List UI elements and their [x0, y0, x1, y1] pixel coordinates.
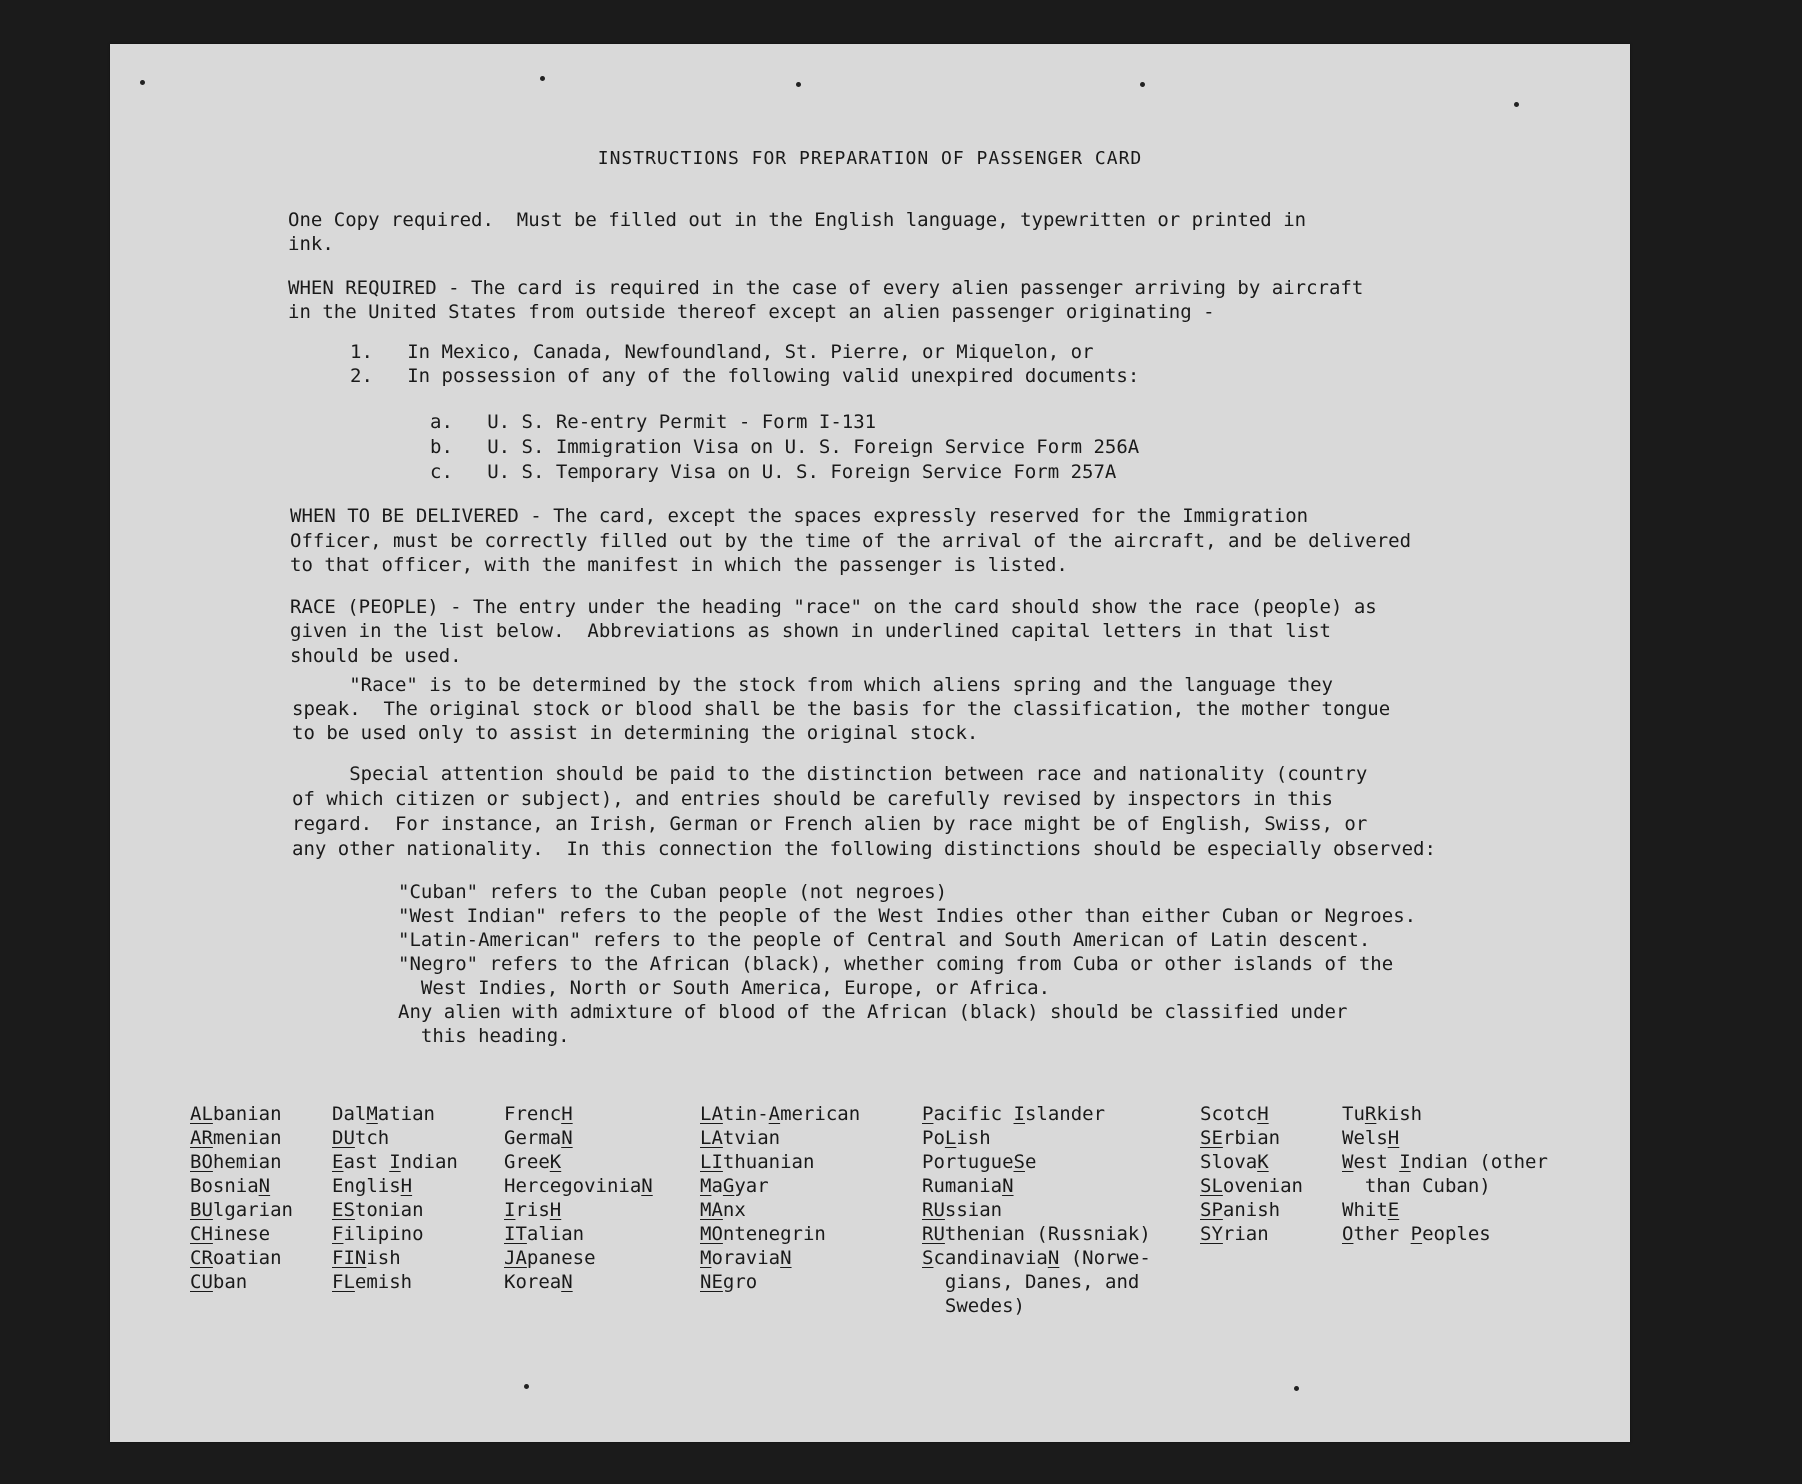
- race-entry-text: thenian (Russniak): [944, 1223, 1151, 1245]
- paper-speck: [796, 82, 801, 87]
- race-entry-text: ntenegrin: [722, 1223, 826, 1245]
- race-entry: [1200, 1150, 1303, 1174]
- race-entry-text: gro: [722, 1271, 758, 1293]
- distinction-line: this heading.: [398, 1025, 570, 1047]
- race-abbreviation: CU: [190, 1271, 213, 1293]
- race-entry-text: tin-: [722, 1103, 769, 1125]
- race-entry: [1200, 1102, 1303, 1126]
- race-entry-text: menian: [212, 1127, 282, 1149]
- race-abbreviation: SE: [1200, 1127, 1223, 1149]
- race-entry: [504, 1150, 653, 1174]
- lettered-item: b. U. S. Immigration Visa on U. S. Foreign Service Form 256A: [430, 436, 1140, 458]
- race-abbreviation: K: [1257, 1151, 1269, 1173]
- race-entry: [190, 1102, 293, 1126]
- race-entry-text: Rumania: [922, 1175, 1003, 1197]
- race-entry-text: acific: [933, 1103, 1014, 1125]
- race-entry: [190, 1174, 293, 1198]
- race-entry-text: Dal: [332, 1103, 367, 1125]
- race-abbreviation: NE: [700, 1271, 723, 1293]
- race-entry: [700, 1126, 860, 1150]
- race-entry-text: Slova: [1200, 1151, 1258, 1173]
- race-abbreviation: A: [768, 1103, 781, 1125]
- when-delivered-line: Officer, must be correctly filled out by the time of the arrival of the aircraft, and be delivered: [290, 530, 1412, 552]
- race-abbreviation: BU: [190, 1199, 213, 1221]
- race-entry-text: rian: [1222, 1223, 1269, 1245]
- distinction-line: "Latin-American" refers to the people of Central and South American of Latin descent.: [398, 929, 1371, 951]
- race-entry: [332, 1198, 458, 1222]
- distinction-line: West Indies, North or South America, Europe, or Africa.: [398, 977, 1051, 999]
- race-abbreviation: H: [1257, 1103, 1269, 1125]
- distinction-line: "West Indian" refers to the people of the West Indies other than either Cuban or Negroes.: [398, 905, 1417, 927]
- paper-speck: [1514, 102, 1519, 107]
- race-abbreviation: FIN: [332, 1247, 367, 1269]
- race-abbreviation: N: [1047, 1247, 1060, 1269]
- race-entry: [700, 1150, 860, 1174]
- race-entry-text: anish: [1222, 1199, 1281, 1221]
- race-entry-text: Korea: [504, 1271, 562, 1293]
- paper-speck: [540, 76, 545, 81]
- race-entry-text: e: [1024, 1151, 1037, 1173]
- race-abbreviation: G: [722, 1175, 735, 1197]
- race-abbreviation: N: [641, 1175, 653, 1197]
- race-abbreviation: L: [944, 1127, 957, 1149]
- race-abbreviation: I: [389, 1151, 401, 1173]
- race-abbreviation: M: [700, 1247, 712, 1269]
- race-abbreviation: SL: [1200, 1175, 1223, 1197]
- when-required-line: in the United States from outside thereof except an alien passenger originating -: [288, 301, 1215, 323]
- race-entry-text: yar: [734, 1175, 769, 1197]
- race-abbreviation: O: [1342, 1223, 1354, 1245]
- race-entry: [332, 1150, 458, 1174]
- race-abbreviation: AL: [190, 1103, 213, 1125]
- race-abbreviation: K: [549, 1151, 562, 1173]
- race-entry-text: Germa: [504, 1127, 562, 1149]
- race-entry-text: ish: [366, 1247, 401, 1269]
- race-entry: [922, 1294, 1151, 1318]
- race-entry: [332, 1174, 458, 1198]
- race-entry-text: Wels: [1342, 1127, 1388, 1149]
- race-entry-text: eoples: [1422, 1223, 1491, 1245]
- race-entry: [922, 1102, 1151, 1126]
- race-entry: [190, 1150, 293, 1174]
- race-abbreviation: P: [1410, 1223, 1423, 1245]
- race-entry: [504, 1198, 653, 1222]
- race-entry-text: ndian: [400, 1151, 458, 1173]
- paper-speck: [1140, 82, 1145, 87]
- special-attention-line: regard. For instance, an Irish, German or French alien by race might be of English, Swiss, or: [292, 813, 1368, 835]
- race-definition-line: "Race" is to be determined by the stock from which aliens spring and the language they: [292, 674, 1333, 696]
- race-entry: [190, 1270, 293, 1294]
- race-people-line: should be used.: [290, 645, 462, 667]
- race-entry: [700, 1102, 860, 1126]
- race-abbreviation: M: [700, 1175, 712, 1197]
- race-entry-text: ovenian: [1222, 1175, 1303, 1197]
- race-entry: [1342, 1150, 1548, 1174]
- race-entry-text: Frenc: [504, 1103, 562, 1125]
- race-entry-text: than Cuban): [1342, 1175, 1491, 1197]
- paper-speck: [140, 80, 145, 85]
- race-entry: [1342, 1126, 1548, 1150]
- race-entry-text: Scotc: [1200, 1103, 1258, 1125]
- race-abbreviation: H: [561, 1103, 573, 1125]
- race-abbreviation: AR: [190, 1127, 213, 1149]
- race-entry: [1342, 1198, 1548, 1222]
- race-abbreviation: DU: [332, 1127, 355, 1149]
- lettered-item: a. U. S. Re-entry Permit - Form I-131: [430, 411, 877, 433]
- race-entry: [504, 1126, 653, 1150]
- paper-speck: [524, 1384, 529, 1389]
- race-entry-text: Gree: [504, 1151, 550, 1173]
- race-entry-text: panese: [526, 1247, 596, 1269]
- lettered-item: c. U. S. Temporary Visa on U. S. Foreign Service Form 257A: [430, 461, 1117, 483]
- race-list-column: [190, 1102, 293, 1294]
- race-entry-text: lgarian: [212, 1199, 293, 1221]
- race-entry-text: candinavia: [933, 1247, 1048, 1269]
- race-entry-text: emish: [354, 1271, 413, 1293]
- race-entry-text: ndian (other: [1410, 1151, 1548, 1173]
- race-entry: [332, 1246, 458, 1270]
- race-entry-text: ris: [515, 1199, 550, 1221]
- race-abbreviation: LI: [700, 1151, 723, 1173]
- race-entry-text: ssian: [944, 1199, 1003, 1221]
- race-abbreviation: LA: [700, 1127, 723, 1149]
- race-abbreviation: W: [1342, 1151, 1354, 1173]
- race-list-column: [1342, 1102, 1548, 1246]
- race-abbreviation: H: [549, 1199, 562, 1221]
- numbered-item: 1. In Mexico, Canada, Newfoundland, St. Pierre, or Miquelon, or: [350, 341, 1094, 363]
- when-delivered-line: WHEN TO BE DELIVERED - The card, except the spaces expressly reserved for the Immigration: [290, 505, 1309, 527]
- race-abbreviation: MO: [700, 1223, 723, 1245]
- race-entry: [190, 1246, 293, 1270]
- race-abbreviation: SP: [1200, 1199, 1223, 1221]
- race-entry: [1200, 1126, 1303, 1150]
- when-required-line: WHEN REQUIRED - The card is required in the case of every alien passenger arriving by aircraft: [288, 277, 1364, 299]
- race-entry: [1200, 1174, 1303, 1198]
- race-entry-text: a: [711, 1175, 723, 1197]
- numbered-item: 2. In possession of any of the following valid unexpired documents:: [350, 365, 1140, 387]
- race-entry: [700, 1246, 860, 1270]
- race-abbreviation: H: [1387, 1127, 1400, 1149]
- race-entry: [922, 1174, 1151, 1198]
- race-abbreviation: S: [1013, 1151, 1025, 1173]
- race-abbreviation: R: [1364, 1103, 1377, 1125]
- race-entry-text: hemian: [212, 1151, 282, 1173]
- race-entry-text: tonian: [354, 1199, 424, 1221]
- race-entry: [190, 1222, 293, 1246]
- race-entry: [1342, 1174, 1548, 1198]
- race-entry: [332, 1270, 458, 1294]
- race-abbreviation: I: [504, 1199, 516, 1221]
- race-abbreviation: E: [1387, 1199, 1400, 1221]
- race-entry: [922, 1270, 1151, 1294]
- race-list-column: [332, 1102, 458, 1294]
- race-entry: [190, 1126, 293, 1150]
- race-definition-line: to be used only to assist in determining the original stock.: [292, 722, 979, 744]
- race-entry: [700, 1222, 860, 1246]
- race-entry: [700, 1198, 860, 1222]
- special-attention-line: any other nationality. In this connection the following distinctions should be especially observed:: [292, 838, 1436, 860]
- distinction-line: "Cuban" refers to the Cuban people (not negroes): [398, 881, 948, 903]
- race-entry: [332, 1126, 458, 1150]
- race-entry: [922, 1222, 1151, 1246]
- race-entry-text: ish: [956, 1127, 991, 1149]
- distinction-line: Any alien with admixture of blood of the African (black) should be classified under: [398, 1001, 1348, 1023]
- race-entry-text: thuanian: [722, 1151, 815, 1173]
- race-entry-text: Swedes): [922, 1295, 1025, 1317]
- race-entry-text: Hercegovinia: [504, 1175, 642, 1197]
- race-abbreviation: N: [780, 1247, 792, 1269]
- race-abbreviation: MA: [700, 1199, 723, 1221]
- race-entry: [922, 1150, 1151, 1174]
- race-abbreviation: N: [1002, 1175, 1014, 1197]
- race-entry-text: Tu: [1342, 1103, 1365, 1125]
- race-abbreviation: E: [332, 1151, 344, 1173]
- race-list-column: [700, 1102, 860, 1294]
- race-abbreviation: CH: [190, 1223, 213, 1245]
- race-entry-text: rbian: [1222, 1127, 1281, 1149]
- race-entry-text: tvian: [722, 1127, 781, 1149]
- race-entry-text: ban: [212, 1271, 248, 1293]
- race-entry: [504, 1174, 653, 1198]
- document-title: INSTRUCTIONS FOR PREPARATION OF PASSENGER CARD: [597, 148, 1143, 169]
- race-entry-text: nx: [722, 1199, 746, 1221]
- race-entry-text: Po: [922, 1127, 945, 1149]
- race-entry-text: inese: [212, 1223, 271, 1245]
- race-entry: [504, 1102, 653, 1126]
- race-entry-text: Whit: [1342, 1199, 1388, 1221]
- document-page: [110, 44, 1630, 1442]
- special-attention-line: of which citizen or subject), and entries should be carefully revised by inspectors in this: [292, 788, 1333, 810]
- race-definition-line: speak. The original stock or blood shall be the basis for the classification, the mother tongue: [292, 698, 1391, 720]
- race-entry: [332, 1222, 458, 1246]
- race-abbreviation: N: [258, 1175, 271, 1197]
- race-entry-text: gians, Danes, and: [922, 1271, 1140, 1293]
- paper-speck: [1294, 1386, 1299, 1391]
- race-abbreviation: N: [561, 1271, 573, 1293]
- race-entry: [922, 1198, 1151, 1222]
- race-entry-text: merican: [780, 1103, 861, 1125]
- race-people-line: given in the list below. Abbreviations as shown in underlined capital letters in that list: [290, 620, 1331, 642]
- race-entry-text: oatian: [212, 1247, 282, 1269]
- race-entry-text: tch: [354, 1127, 390, 1149]
- race-entry-text: Englis: [332, 1175, 401, 1197]
- race-abbreviation: SY: [1200, 1223, 1223, 1245]
- race-entry-text: banian: [212, 1103, 282, 1125]
- race-list-column: [1200, 1102, 1303, 1246]
- race-abbreviation: H: [400, 1175, 413, 1197]
- race-entry-text: Portugue: [922, 1151, 1014, 1173]
- race-entry-text: ilipino: [343, 1223, 424, 1245]
- race-entry-text: alian: [526, 1223, 585, 1245]
- race-entry: [1342, 1102, 1548, 1126]
- race-abbreviation: FL: [332, 1271, 355, 1293]
- race-abbreviation: P: [922, 1103, 934, 1125]
- race-abbreviation: F: [332, 1223, 344, 1245]
- race-abbreviation: BO: [190, 1151, 213, 1173]
- race-abbreviation: CR: [190, 1247, 213, 1269]
- special-attention-line: Special attention should be paid to the distinction between race and nationality (country: [292, 763, 1368, 785]
- race-entry-text: kish: [1376, 1103, 1423, 1125]
- race-abbreviation: I: [1399, 1151, 1411, 1173]
- race-abbreviation: M: [366, 1103, 378, 1125]
- race-entry-text: slander: [1024, 1103, 1106, 1125]
- race-abbreviation: LA: [700, 1103, 723, 1125]
- race-entry-text: est: [1353, 1151, 1400, 1173]
- race-entry-text: Bosnia: [190, 1175, 259, 1197]
- race-abbreviation: ES: [332, 1199, 355, 1221]
- race-people-line: RACE (PEOPLE) - The entry under the heading "race" on the card should show the race (people) as: [290, 596, 1377, 618]
- race-abbreviation: I: [1013, 1103, 1025, 1125]
- race-entry: [922, 1246, 1151, 1270]
- race-abbreviation: RU: [922, 1223, 945, 1245]
- race-entry-text: atian: [377, 1103, 435, 1125]
- race-entry-text: ast: [343, 1151, 390, 1173]
- race-abbreviation: N: [561, 1127, 573, 1149]
- distinction-line: "Negro" refers to the African (black), whether coming from Cuba or other islands of the: [398, 953, 1394, 975]
- intro-line: One Copy required. Must be filled out in the English language, typewritten or printed in: [288, 209, 1307, 231]
- race-abbreviation: S: [922, 1247, 934, 1269]
- race-abbreviation: JA: [504, 1247, 527, 1269]
- race-entry: [332, 1102, 458, 1126]
- race-entry-text: oravia: [711, 1247, 781, 1269]
- race-entry: [1342, 1222, 1548, 1246]
- race-entry-text: ther: [1353, 1223, 1411, 1245]
- race-entry: [504, 1222, 653, 1246]
- race-entry: [922, 1126, 1151, 1150]
- race-entry-text: (Norwe-: [1059, 1247, 1151, 1269]
- when-delivered-line: to that officer, with the manifest in which the passenger is listed.: [290, 554, 1068, 576]
- race-abbreviation: RU: [922, 1199, 945, 1221]
- race-entry: [1200, 1222, 1303, 1246]
- race-entry: [700, 1174, 860, 1198]
- race-entry: [504, 1270, 653, 1294]
- intro-line: ink.: [288, 233, 334, 255]
- race-entry: [700, 1270, 860, 1294]
- race-abbreviation: IT: [504, 1223, 527, 1245]
- race-entry: [504, 1246, 653, 1270]
- race-list-column: [922, 1102, 1151, 1318]
- race-list-column: [504, 1102, 653, 1294]
- race-entry: [190, 1198, 293, 1222]
- race-entry: [1200, 1198, 1303, 1222]
